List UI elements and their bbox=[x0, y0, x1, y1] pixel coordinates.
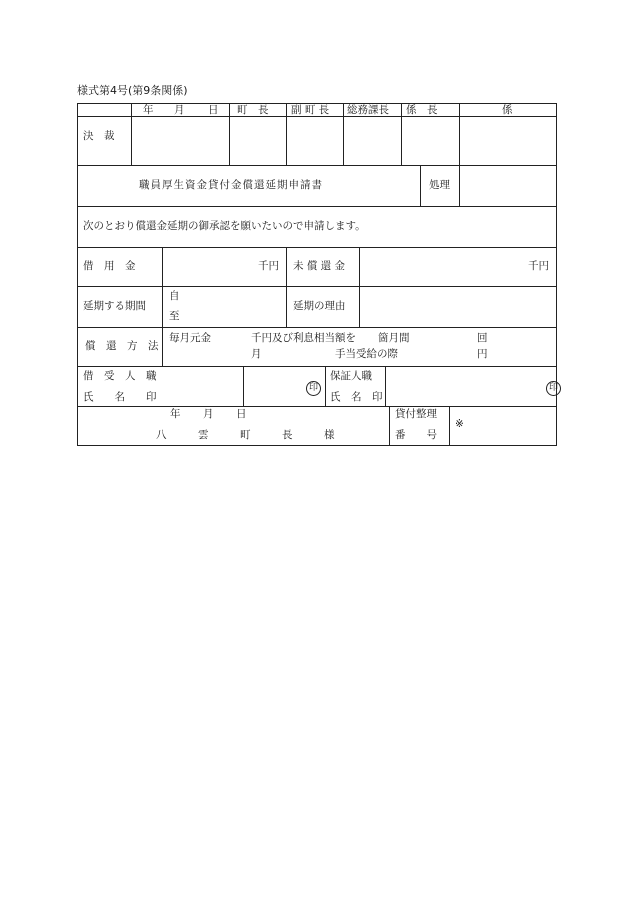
mayor-header: 町 長 bbox=[237, 104, 269, 116]
footer-day: 日 bbox=[236, 408, 247, 420]
period-from: 自 bbox=[169, 290, 180, 302]
guarantor-seal-mark: 印 bbox=[546, 381, 561, 396]
section-chief-header: 係 長 bbox=[406, 104, 438, 116]
reason-label: 延期の理由 bbox=[293, 300, 346, 312]
method-yen: 円 bbox=[477, 348, 488, 360]
method-monthly: 毎月元金 bbox=[169, 332, 211, 344]
guarantor-title-label: 保証人職 bbox=[330, 370, 372, 382]
note-mark: ※ bbox=[455, 418, 464, 430]
statement-text: 次のとおり償還金延期の御承認を願いたいので申請します。 bbox=[83, 220, 366, 232]
loan-amount-unit: 千円 bbox=[258, 260, 279, 272]
method-amount: 千円及び利息相当額を bbox=[251, 332, 356, 344]
approval-header-month: 月 bbox=[174, 104, 185, 116]
guarantor-name-label: 氏 名 印 bbox=[330, 391, 383, 403]
borrower-seal-mark: 印 bbox=[306, 381, 321, 396]
period-to: 至 bbox=[169, 310, 180, 322]
application-form-table bbox=[77, 103, 557, 446]
period-label: 延期する期間 bbox=[83, 300, 146, 312]
form-label: 様式第4号(第9条関係) bbox=[77, 84, 188, 97]
footer-year: 年 bbox=[170, 408, 181, 420]
approval-header-day: 日 bbox=[208, 104, 219, 116]
addressee: 八 雲 町 長 様 bbox=[156, 429, 335, 441]
loan-management-label: 貸付整理 bbox=[395, 408, 437, 420]
borrower-title-label: 借 受 人 職 bbox=[83, 370, 157, 382]
unpaid-label: 未 償 還 金 bbox=[293, 260, 346, 272]
method-label: 償 還 方 法 bbox=[85, 340, 159, 352]
method-times: 回 bbox=[477, 332, 488, 344]
method-months: 箇月間 bbox=[378, 332, 410, 344]
staff-header: 係 bbox=[502, 104, 513, 116]
unpaid-unit: 千円 bbox=[528, 260, 549, 272]
decision-label: 決 裁 bbox=[83, 130, 115, 142]
method-bonus: 手当受給の際 bbox=[335, 348, 398, 360]
general-affairs-chief-header: 総務課長 bbox=[347, 104, 389, 116]
method-bonus-month: 月 bbox=[251, 348, 262, 360]
loan-amount-label: 借 用 金 bbox=[83, 260, 136, 272]
processing-label: 処理 bbox=[429, 179, 450, 191]
form-title: 職員厚生資金貸付金償還延期申請書 bbox=[139, 179, 323, 191]
deputy-mayor-header: 副 町 長 bbox=[291, 104, 330, 116]
approval-header-year: 年 bbox=[143, 104, 154, 116]
number-label: 番 号 bbox=[395, 429, 437, 441]
footer-month: 月 bbox=[203, 408, 214, 420]
borrower-name-label: 氏 名 印 bbox=[83, 391, 157, 403]
